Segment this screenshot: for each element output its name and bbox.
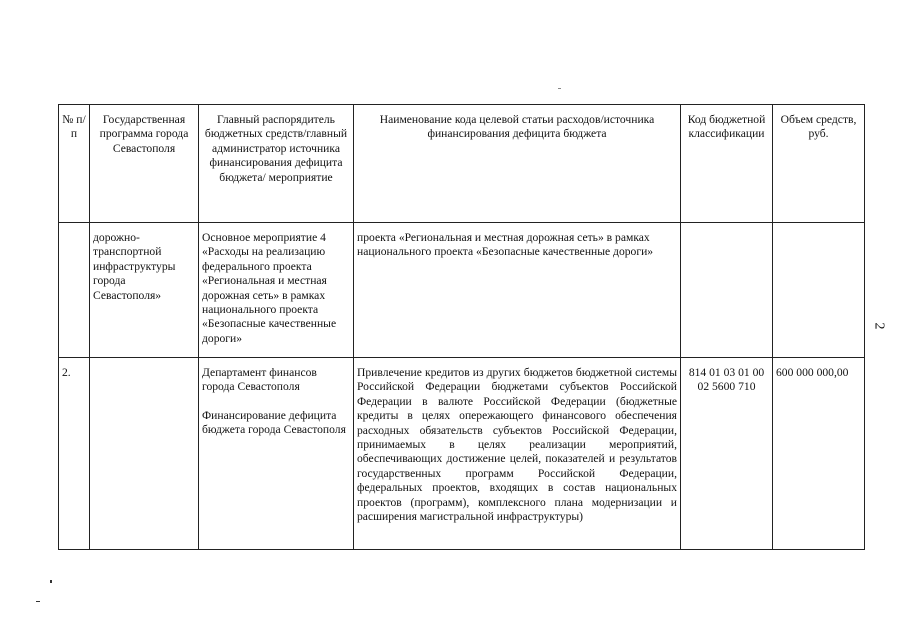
row-name: проекта «Региональная и местная дорожная сеть» в рамках национального проекта «Безопасные качественные дороги»	[354, 223, 681, 358]
row-num	[59, 223, 90, 358]
row-manager	[199, 358, 354, 550]
row-name: Привлечение кредитов из других бюджетов бюджетной системы Российской Федерации бюджетами субъектов Российской Федерации в валюте Российской Федерации (бюджетные кредиты в целях опережающего финансового обеспечения расходных обязательств субъектов Российской Федерации, принимаемых в целях реализации мероприятий, обеспечивающих достижение целей, показателей и результатов государственных программ Российской Федерации, федеральных проектов, входящих в состав национальных проектов (программ), комплексного плана модернизации и расширения магистральной инфраструктуры)	[354, 358, 681, 550]
row-program	[90, 358, 199, 550]
row-code	[681, 223, 773, 358]
header-code: Код бюджетной классификации	[681, 105, 773, 223]
table-row	[59, 223, 865, 358]
row-amount: 600 000 000,00	[773, 358, 865, 550]
scan-speck	[36, 601, 40, 602]
table-row	[59, 358, 865, 550]
row-manager	[199, 223, 354, 358]
row-amount	[773, 223, 865, 358]
row-code: 814 01 03 01 00 02 5600 710	[681, 358, 773, 550]
header-num: № п/п	[59, 105, 90, 223]
scan-speck	[558, 88, 561, 89]
budget-table	[58, 104, 865, 550]
header-amount: Объем средств, руб.	[773, 105, 865, 223]
header-manager: Главный распорядитель бюджетных средств/главный администратор источника финансирования дефицита бюджета/ мероприятие	[199, 105, 354, 223]
row-manager-text: Департамент финансов города Севастополя	[202, 366, 317, 394]
header-name: Наименование кода целевой статьи расходов/источника финансирования дефицита бюджета	[354, 105, 681, 223]
row-program: дорожно-транспортной инфраструктуры города Севастополя»	[90, 223, 199, 358]
row-manager-text: Основное мероприятие 4 «Расходы на реализацию федерального проекта «Региональная и местная дорожная сеть» в рамках национального проекта «Безопасные качественные дороги»	[202, 231, 337, 345]
scan-speck	[50, 580, 52, 583]
header-program: Государственная программа города Севастополя	[90, 105, 199, 223]
page-number: 2	[871, 322, 887, 330]
row-manager-extra: Финансирование дефицита бюджета города Севастополя	[202, 408, 346, 437]
table-header-row	[59, 105, 865, 223]
row-num: 2.	[59, 358, 90, 550]
